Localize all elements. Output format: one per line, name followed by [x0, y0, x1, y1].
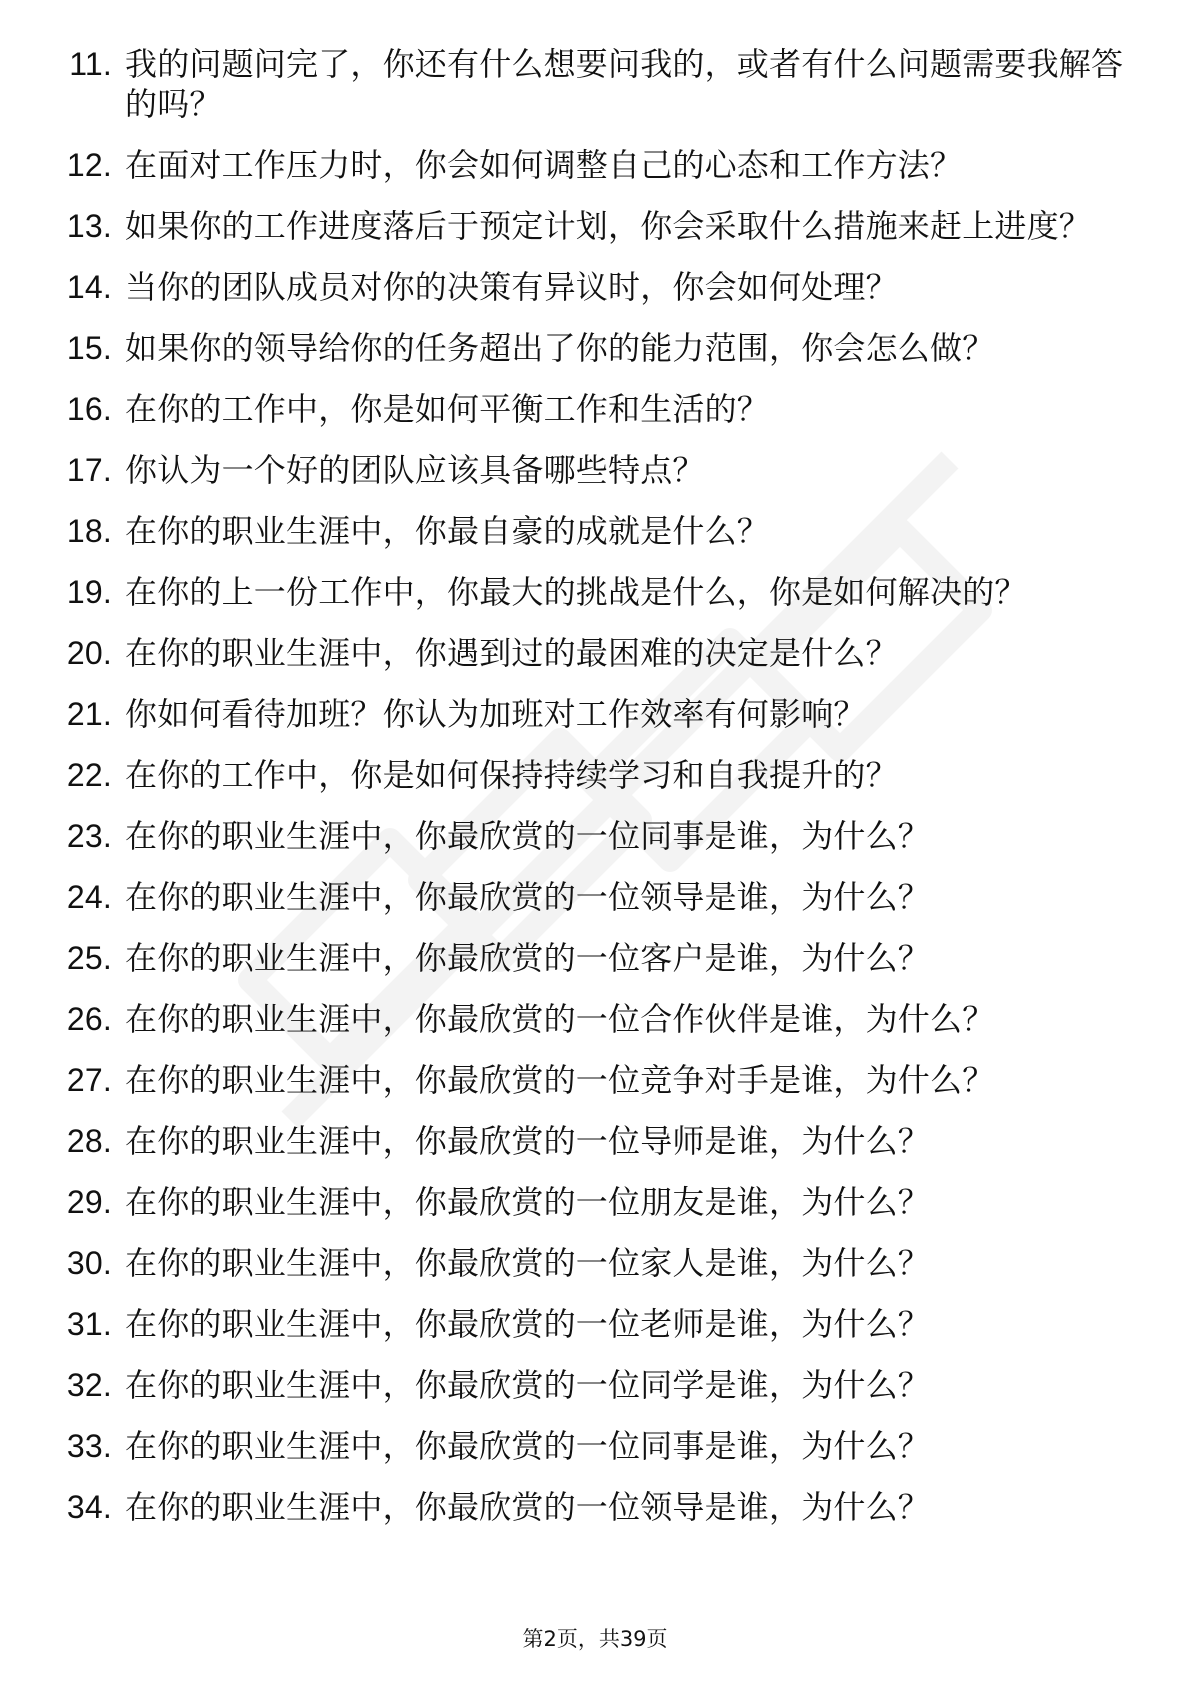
question-text: 在你的职业生涯中，你最欣赏的一位同事是谁，为什么？ — [125, 1427, 931, 1465]
question-item — [0, 999, 1190, 1039]
question-text: 在你的职业生涯中，你最自豪的成就是什么？ — [125, 512, 770, 550]
question-item — [0, 1487, 1190, 1527]
question-item — [0, 44, 1190, 124]
question-item — [0, 1365, 1190, 1405]
question-number: 13. — [66, 208, 112, 244]
question-item — [0, 389, 1190, 429]
question-item — [0, 694, 1190, 734]
page-indicator: 第2页，共39页 — [522, 1627, 668, 1651]
question-text: 在你的职业生涯中，你最欣赏的一位朋友是谁，为什么？ — [125, 1183, 931, 1221]
question-number: 30. — [66, 1245, 112, 1281]
question-number: 28. — [66, 1123, 112, 1159]
question-text: 如果你的领导给你的任务超出了你的能力范围，你会怎么做？ — [125, 329, 995, 367]
question-text: 在你的职业生涯中，你最欣赏的一位领导是谁，为什么？ — [125, 1488, 931, 1526]
question-text: 在你的上一份工作中，你最大的挑战是什么，你是如何解决的？ — [125, 573, 1027, 611]
question-number: 20. — [66, 635, 112, 671]
question-number: 25. — [66, 940, 112, 976]
question-text: 如果你的工作进度落后于预定计划，你会采取什么措施来赶上进度？ — [125, 207, 1092, 245]
question-number: 11. — [69, 46, 112, 82]
question-number: 16. — [66, 391, 112, 427]
question-text: 在你的职业生涯中，你最欣赏的一位合作伙伴是谁，为什么？ — [125, 1000, 995, 1038]
question-number: 34. — [66, 1489, 112, 1525]
question-number: 27. — [66, 1062, 112, 1098]
question-item — [0, 1304, 1190, 1344]
question-number: 19. — [66, 574, 112, 610]
question-item — [0, 572, 1190, 612]
question-text: 在你的工作中，你是如何保持持续学习和自我提升的？ — [125, 756, 898, 794]
question-item — [0, 206, 1190, 246]
question-item — [0, 1121, 1190, 1161]
question-item — [0, 450, 1190, 490]
question-number: 22. — [66, 757, 112, 793]
question-text: 你认为一个好的团队应该具备哪些特点？ — [125, 451, 705, 489]
question-text: 在你的职业生涯中，你最欣赏的一位老师是谁，为什么？ — [125, 1305, 931, 1343]
question-text: 在你的工作中，你是如何平衡工作和生活的？ — [125, 390, 770, 428]
question-item — [0, 877, 1190, 917]
question-item — [0, 1060, 1190, 1100]
question-item — [0, 938, 1190, 978]
question-number: 18. — [66, 513, 112, 549]
question-item — [0, 267, 1190, 307]
question-list — [0, 44, 1190, 1548]
question-number: 12. — [66, 147, 112, 183]
question-text: 在你的职业生涯中，你最欣赏的一位导师是谁，为什么？ — [125, 1122, 931, 1160]
question-number: 17. — [66, 452, 112, 488]
question-number: 32. — [66, 1367, 112, 1403]
question-number: 15. — [66, 330, 112, 366]
question-number: 31. — [66, 1306, 112, 1342]
question-text: 在面对工作压力时，你会如何调整自己的心态和工作方法？ — [125, 146, 963, 184]
question-text: 我的问题问完了，你还有什么想要问我的，或者有什么问题需要我解答的吗？ — [125, 45, 1124, 123]
question-number: 26. — [66, 1001, 112, 1037]
question-item — [0, 633, 1190, 673]
question-text: 你如何看待加班？你认为加班对工作效率有何影响？ — [125, 695, 866, 733]
question-number: 24. — [66, 879, 112, 915]
question-text: 在你的职业生涯中，你遇到过的最困难的决定是什么？ — [125, 634, 898, 672]
question-number: 21. — [66, 696, 112, 732]
question-item — [0, 755, 1190, 795]
question-text: 在你的职业生涯中，你最欣赏的一位同事是谁，为什么？ — [125, 817, 931, 855]
question-text: 在你的职业生涯中，你最欣赏的一位客户是谁，为什么？ — [125, 939, 931, 977]
question-text: 在你的职业生涯中，你最欣赏的一位家人是谁，为什么？ — [125, 1244, 931, 1282]
question-item — [0, 1182, 1190, 1222]
question-text: 当你的团队成员对你的决策有异议时，你会如何处理？ — [125, 268, 898, 306]
question-number: 29. — [66, 1184, 112, 1220]
question-item — [0, 816, 1190, 856]
question-text: 在你的职业生涯中，你最欣赏的一位领导是谁，为什么？ — [125, 878, 931, 916]
question-text: 在你的职业生涯中，你最欣赏的一位同学是谁，为什么？ — [125, 1366, 931, 1404]
question-item — [0, 1426, 1190, 1466]
question-number: 14. — [66, 269, 112, 305]
question-item — [0, 328, 1190, 368]
question-item — [0, 1243, 1190, 1283]
question-item — [0, 145, 1190, 185]
question-number: 33. — [66, 1428, 112, 1464]
question-number: 23. — [66, 818, 112, 854]
question-item — [0, 511, 1190, 551]
question-text: 在你的职业生涯中，你最欣赏的一位竞争对手是谁，为什么？ — [125, 1061, 995, 1099]
